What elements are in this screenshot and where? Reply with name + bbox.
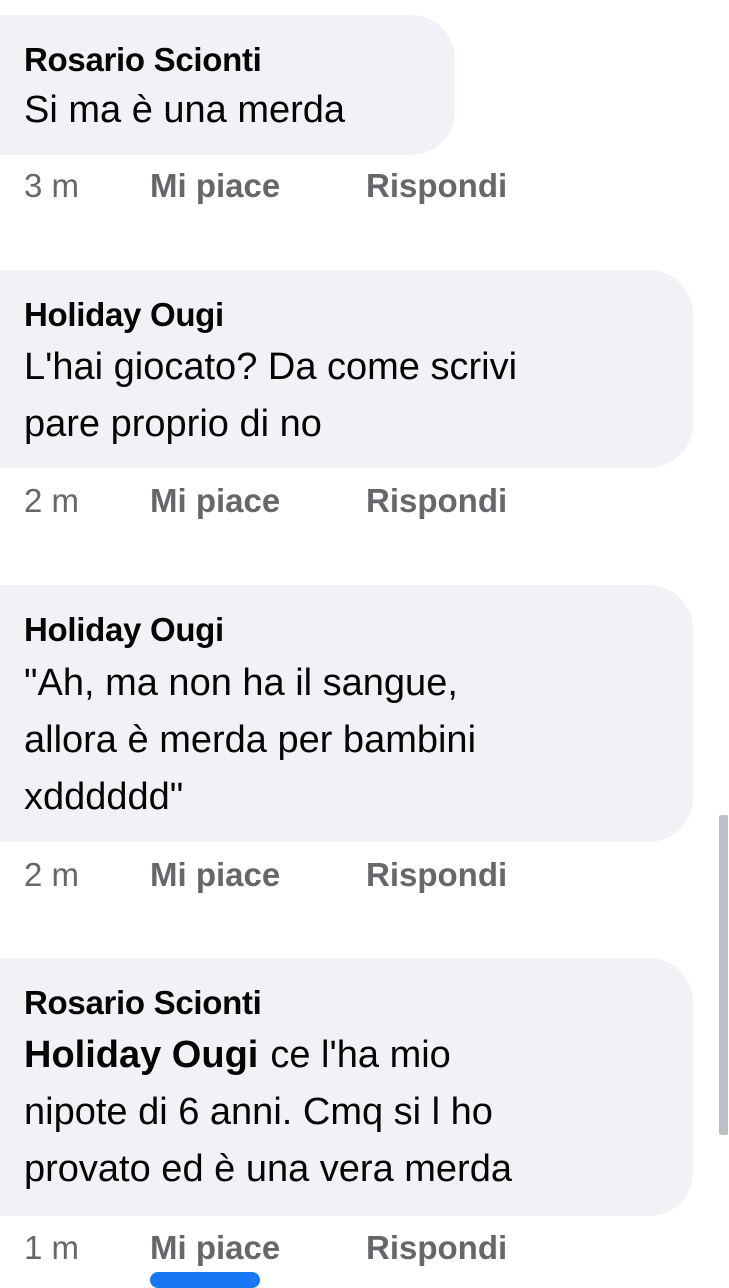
comment-timestamp: 1 m bbox=[24, 1229, 80, 1266]
comment-author[interactable]: Rosario Scionti bbox=[24, 984, 262, 1021]
mention-link[interactable]: Holiday Ougi bbox=[24, 1034, 259, 1076]
like-button[interactable]: Mi piace bbox=[150, 167, 281, 204]
like-button[interactable]: Mi piace bbox=[150, 856, 281, 893]
comment-timestamp: 2 m bbox=[24, 856, 80, 893]
comment-author[interactable]: Holiday Ougi bbox=[24, 611, 224, 648]
like-button[interactable]: Mi piace bbox=[150, 482, 281, 519]
comment-text-line: nipote di 6 anni. Cmq si l ho bbox=[24, 1091, 493, 1133]
reply-button[interactable]: Rispondi bbox=[366, 856, 508, 893]
comment-author[interactable]: Rosario Scionti bbox=[24, 41, 262, 78]
comment-text-fragment: ce l'ha mio bbox=[270, 1034, 451, 1076]
comment-text-line: L'hai giocato? Da come scrivi bbox=[24, 346, 518, 388]
scrollbar[interactable] bbox=[719, 815, 728, 1135]
comment-timestamp: 3 m bbox=[24, 167, 80, 204]
reply-button[interactable]: Rispondi bbox=[366, 482, 508, 519]
comment-text-line bbox=[24, 1027, 451, 1084]
comment-timestamp: 2 m bbox=[24, 482, 80, 519]
comment-author[interactable]: Holiday Ougi bbox=[24, 296, 224, 333]
reply-button[interactable]: Rispondi bbox=[366, 167, 508, 204]
comment-text-line: allora è merda per bambini bbox=[24, 719, 477, 761]
comment-text-line: Si ma è una merda bbox=[24, 89, 346, 131]
comment-text-line: provato ed è una vera merda bbox=[24, 1148, 512, 1190]
comment-text-line: xdddddd" bbox=[24, 776, 184, 818]
reaction-badge-peek bbox=[150, 1272, 260, 1288]
reply-button[interactable]: Rispondi bbox=[366, 1229, 508, 1266]
comment-text-line: "Ah, ma non ha il sangue, bbox=[24, 662, 458, 704]
comment-text-line: pare proprio di no bbox=[24, 403, 322, 445]
like-button[interactable]: Mi piace bbox=[150, 1229, 281, 1266]
